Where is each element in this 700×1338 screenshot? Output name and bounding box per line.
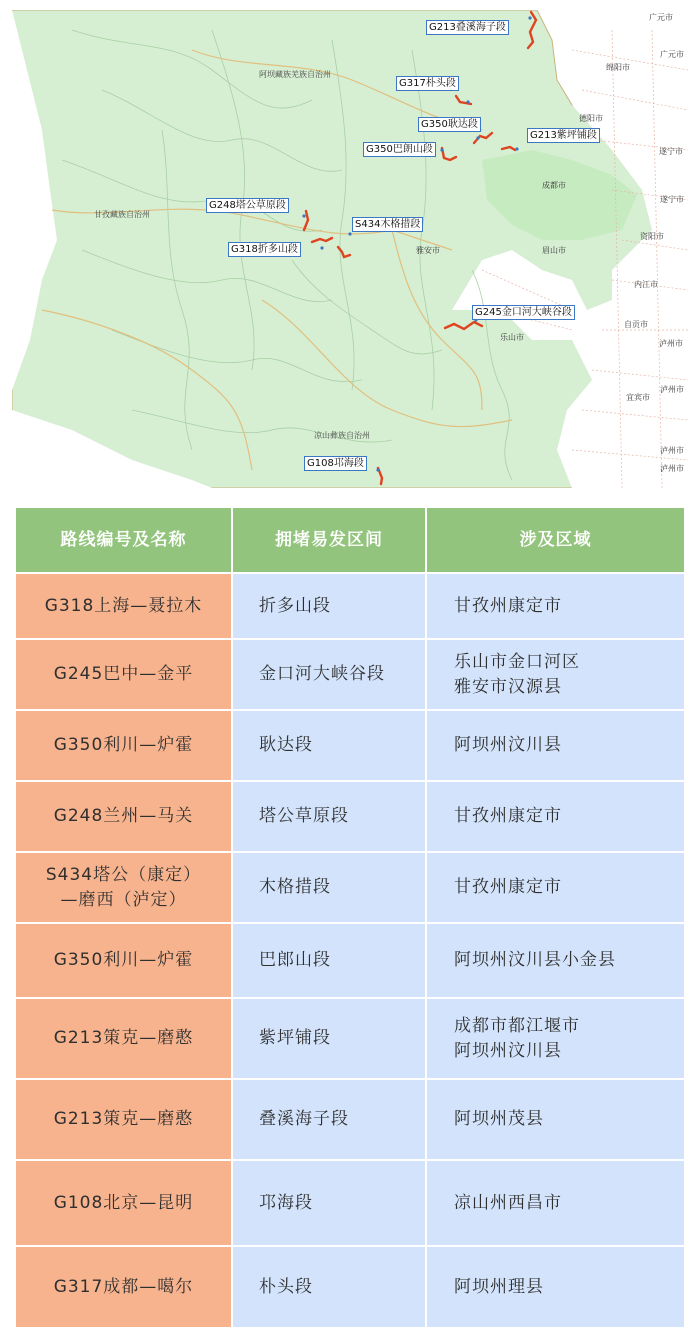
area-text: 凉山州西昌市	[454, 1192, 562, 1213]
cell-route	[16, 1247, 233, 1329]
table-row	[16, 924, 684, 999]
table-header-row	[16, 508, 684, 574]
city-label-zigong: 自贡市	[624, 320, 648, 329]
callout-g245-jinkouhe: G245金口河大峡谷段	[472, 305, 575, 320]
cell-route	[16, 711, 233, 782]
cell-route	[16, 1161, 233, 1247]
callout-g108-qionghai: G108邛海段	[304, 456, 367, 471]
cell-area	[427, 711, 684, 782]
callout-g317-putou: G317朴头段	[396, 76, 459, 91]
cell-area	[427, 1247, 684, 1329]
congestion-table	[16, 508, 684, 1329]
table-row	[16, 999, 684, 1080]
cell-route	[16, 1080, 233, 1161]
table-row	[16, 1080, 684, 1161]
table-row	[16, 640, 684, 711]
callout-g248-tagong: G248塔公草原段	[206, 198, 289, 213]
area-text: 阿坝州汶川县	[454, 1040, 562, 1061]
callout-g350-gengda: G350耿达段	[418, 117, 481, 132]
city-label-luzhou: 泸州市	[660, 446, 684, 455]
route-text: G108北京—昆明	[53, 1192, 194, 1213]
callout-g318-zheduo: G318折多山段	[228, 242, 301, 257]
callout-g213-diexi: G213叠溪海子段	[426, 20, 509, 35]
city-label-guangyuan: 广元市	[649, 13, 673, 22]
table-row	[16, 711, 684, 782]
city-label-yibin: 宜宾市	[626, 393, 650, 402]
area-text: 甘孜州康定市	[454, 806, 562, 826]
city-label-leshan: 乐山市	[500, 333, 524, 342]
cell-section: 木格措段	[233, 853, 427, 924]
city-label-meishan: 眉山市	[542, 246, 566, 255]
city-label-yaan: 雅安市	[416, 246, 440, 255]
area-text: 雅安市汉源县	[454, 676, 562, 697]
table-row	[16, 782, 684, 853]
area-text: 成都市都江堰市	[454, 1015, 580, 1036]
sichuan-road-map	[12, 10, 688, 488]
header-area: 涉及区域	[427, 508, 684, 574]
cell-area	[427, 640, 684, 711]
city-label-luzhou: 泸州市	[660, 385, 684, 394]
city-label-deyang: 德阳市	[579, 114, 603, 123]
cell-route	[16, 574, 233, 640]
cell-section: 紫坪铺段	[233, 999, 427, 1080]
table-body	[16, 574, 684, 1329]
city-label-chengdu: 成都市	[542, 181, 566, 190]
map-canvas	[12, 10, 688, 488]
region-label-aba: 阿坝藏族羌族自治州	[259, 70, 331, 79]
callout-g350-balang: G350巴朗山段	[363, 142, 436, 157]
city-label-neijiang: 内江市	[634, 280, 658, 289]
cell-area	[427, 924, 684, 999]
area-text: 阿坝州汶川县小金县	[454, 950, 616, 970]
route-text: G248兰州—马关	[53, 806, 194, 826]
header-section: 拥堵易发区间	[233, 508, 427, 574]
cell-section: 折多山段	[233, 574, 427, 640]
area-text: 甘孜州康定市	[454, 877, 562, 897]
city-label-ziyang: 资阳市	[640, 232, 664, 241]
cell-area	[427, 1161, 684, 1247]
cell-route	[16, 853, 233, 924]
cell-route	[16, 640, 233, 711]
route-text: G317成都—噶尔	[53, 1276, 194, 1297]
table-row	[16, 1247, 684, 1329]
cell-area	[427, 782, 684, 853]
city-label-luzhou: 泸州市	[660, 464, 684, 473]
cell-section: 叠溪海子段	[233, 1080, 427, 1161]
city-label-suining: 遂宁市	[660, 195, 684, 204]
route-text: G318上海—聂拉木	[44, 595, 203, 616]
cell-route	[16, 782, 233, 853]
route-text: G350利川—炉霍	[53, 950, 194, 970]
cell-area	[427, 999, 684, 1080]
cell-area	[427, 1080, 684, 1161]
cell-route	[16, 999, 233, 1080]
cell-section: 巴郎山段	[233, 924, 427, 999]
area-text: 阿坝州汶川县	[454, 735, 562, 755]
cell-route	[16, 924, 233, 999]
area-text: 阿坝州理县	[454, 1276, 544, 1297]
cell-section: 邛海段	[233, 1161, 427, 1247]
route-text: —磨西（泸定）	[60, 889, 187, 910]
route-text: G245巴中—金平	[53, 664, 194, 684]
cell-section: 朴头段	[233, 1247, 427, 1329]
city-label-guangyuan: 广元市	[660, 50, 684, 59]
callout-s434-mugecuo: S434木格措段	[352, 217, 423, 232]
city-label-suining: 遂宁市	[659, 147, 683, 156]
route-text: S434塔公（康定）	[45, 864, 202, 885]
region-label-liangshan: 凉山彝族自治州	[314, 431, 370, 440]
area-text: 甘孜州康定市	[454, 595, 562, 616]
cell-area	[427, 853, 684, 924]
table-row	[16, 853, 684, 924]
region-label-ganzi: 甘孜藏族自治州	[94, 210, 150, 219]
table-row	[16, 574, 684, 640]
route-text: G350利川—炉霍	[53, 735, 194, 755]
cell-section: 耿达段	[233, 711, 427, 782]
city-label-luzhou: 泸州市	[659, 339, 683, 348]
callout-g213-ziping: G213紫坪铺段	[527, 128, 600, 143]
route-text: G213策克—磨憨	[53, 1028, 194, 1048]
area-text: 阿坝州茂县	[454, 1109, 544, 1129]
table-row	[16, 1161, 684, 1247]
cell-section: 塔公草原段	[233, 782, 427, 853]
route-text: G213策克—磨憨	[53, 1109, 194, 1129]
cell-area	[427, 574, 684, 640]
cell-section: 金口河大峡谷段	[233, 640, 427, 711]
header-route: 路线编号及名称	[16, 508, 233, 574]
area-text: 乐山市金口河区	[454, 651, 580, 672]
city-label-mianyang: 绵阳市	[606, 63, 630, 72]
